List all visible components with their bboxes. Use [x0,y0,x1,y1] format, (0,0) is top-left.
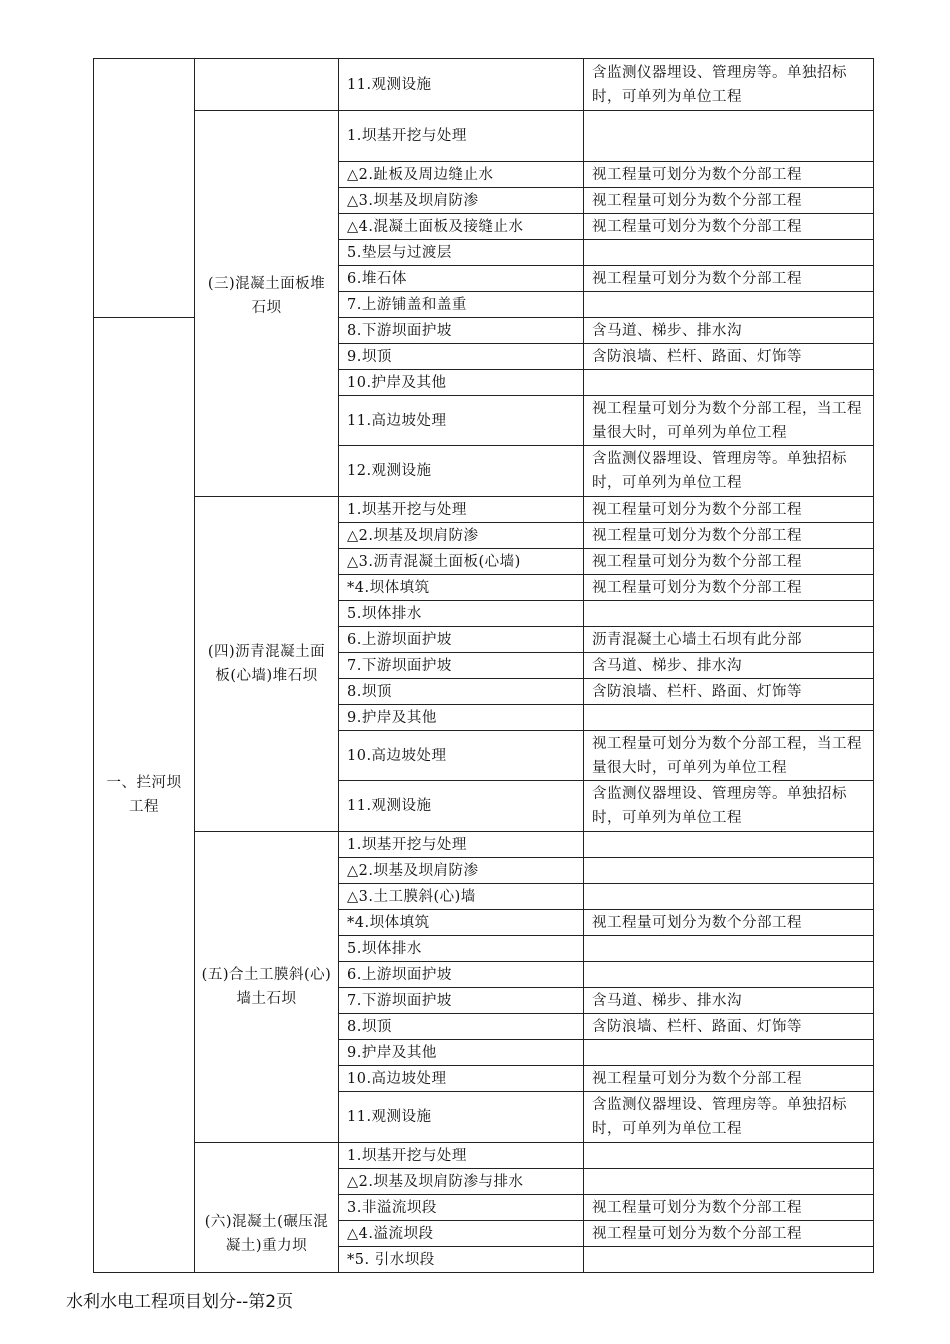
division-item: 9.护岸及其他 [339,1040,584,1066]
division-item: △2.趾板及周边缝止水 [339,162,584,188]
subsection-name [195,59,339,111]
division-note [584,1040,874,1066]
division-note: 视工程量可划分为数个分部工程 [584,188,874,214]
division-item: 11.观测设施 [339,781,584,832]
division-note: 视工程量可划分为数个分部工程，当工程量很大时，可单列为单位工程 [584,731,874,781]
division-note: 视工程量可划分为数个分部工程 [584,497,874,523]
division-note [584,858,874,884]
subsection-name: (四)沥青混凝土面板(心墙)堆石坝 [195,497,339,832]
division-item: 10.护岸及其他 [339,370,584,396]
division-item: 8.下游坝面护坡 [339,318,584,344]
division-item: 6.堆石体 [339,266,584,292]
division-note: 视工程量可划分为数个分部工程 [584,162,874,188]
division-item: 11.观测设施 [339,1092,584,1143]
division-note [584,936,874,962]
division-item: *5. 引水坝段 [339,1247,584,1273]
division-item: △2.坝基及坝肩防渗 [339,858,584,884]
unit-project-name: 一、拦河坝工程 [94,318,195,1273]
division-note: 含监测仪器埋设、管理房等。单独招标时，可单列为单位工程 [584,446,874,497]
division-item: 7.上游铺盖和盖重 [339,292,584,318]
division-item: 6.上游坝面护坡 [339,627,584,653]
division-note [584,832,874,858]
division-item: △4.溢流坝段 [339,1221,584,1247]
table-body [94,59,874,1273]
division-note [584,292,874,318]
division-note: 含监测仪器埋设、管理房等。单独招标时，可单列为单位工程 [584,781,874,832]
division-note: 视工程量可划分为数个分部工程 [584,575,874,601]
table-row [94,497,874,523]
division-note: 视工程量可划分为数个分部工程 [584,549,874,575]
subsection-name: (五)合土工膜斜(心)墙土石坝 [195,832,339,1143]
division-item: 10.高边坡处理 [339,731,584,781]
division-note [584,1247,874,1273]
division-note [584,962,874,988]
table-row [94,59,874,111]
division-note: 视工程量可划分为数个分部工程 [584,910,874,936]
division-note [584,240,874,266]
division-note: 含马道、梯步、排水沟 [584,988,874,1014]
table-row [94,832,874,858]
division-item: △3.沥青混凝土面板(心墙) [339,549,584,575]
subsection-name: (六)混凝土(碾压混凝土)重力坝 [195,1143,339,1273]
division-item: 1.坝基开挖与处理 [339,1143,584,1169]
division-note [584,601,874,627]
division-item: 5.垫层与过渡层 [339,240,584,266]
division-item: *4.坝体填筑 [339,910,584,936]
division-note [584,111,874,162]
division-item: 9.坝顶 [339,344,584,370]
division-item: 6.上游坝面护坡 [339,962,584,988]
division-note: 视工程量可划分为数个分部工程 [584,1221,874,1247]
division-item: 3.非溢流坝段 [339,1195,584,1221]
division-note: 视工程量可划分为数个分部工程 [584,1195,874,1221]
division-item: 10.高边坡处理 [339,1066,584,1092]
division-item: 1.坝基开挖与处理 [339,497,584,523]
division-item: 7.下游坝面护坡 [339,988,584,1014]
division-item: 8.坝顶 [339,1014,584,1040]
division-item: 9.护岸及其他 [339,705,584,731]
division-item: 12.观测设施 [339,446,584,497]
division-note [584,1143,874,1169]
division-note: 含防浪墙、栏杆、路面、灯饰等 [584,1014,874,1040]
division-item: *4.坝体填筑 [339,575,584,601]
division-item: △3.土工膜斜(心)墙 [339,884,584,910]
division-note [584,370,874,396]
division-note [584,705,874,731]
division-note: 含防浪墙、栏杆、路面、灯饰等 [584,344,874,370]
division-note: 含马道、梯步、排水沟 [584,318,874,344]
division-note: 视工程量可划分为数个分部工程 [584,523,874,549]
division-item: 5.坝体排水 [339,936,584,962]
table-row [94,111,874,162]
division-item: 1.坝基开挖与处理 [339,111,584,162]
division-note: 含马道、梯步、排水沟 [584,653,874,679]
table-row [94,1143,874,1169]
division-item: △2.坝基及坝肩防渗与排水 [339,1169,584,1195]
division-note: 视工程量可划分为数个分部工程，当工程量很大时，可单列为单位工程 [584,396,874,446]
division-note: 含监测仪器埋设、管理房等。单独招标时，可单列为单位工程 [584,1092,874,1143]
unit-cell-continued [94,59,195,318]
division-item: △2.坝基及坝肩防渗 [339,523,584,549]
division-table [93,58,874,1273]
division-item: △3.坝基及坝肩防渗 [339,188,584,214]
division-item: 11.观测设施 [339,59,584,111]
division-item: 1.坝基开挖与处理 [339,832,584,858]
division-item: △4.混凝土面板及接缝止水 [339,214,584,240]
division-note: 含防浪墙、栏杆、路面、灯饰等 [584,679,874,705]
division-note [584,1169,874,1195]
division-note: 视工程量可划分为数个分部工程 [584,266,874,292]
division-item: 8.坝顶 [339,679,584,705]
division-item: 7.下游坝面护坡 [339,653,584,679]
division-note: 沥青混凝土心墙土石坝有此分部 [584,627,874,653]
division-note: 视工程量可划分为数个分部工程 [584,214,874,240]
subsection-name: (三)混凝土面板堆石坝 [195,111,339,497]
division-item: 5.坝体排水 [339,601,584,627]
division-note [584,884,874,910]
division-note: 含监测仪器埋设、管理房等。单独招标时，可单列为单位工程 [584,59,874,111]
page-footer: 水利水电工程项目划分--第2页 [66,1292,294,1312]
division-item: 11.高边坡处理 [339,396,584,446]
division-note: 视工程量可划分为数个分部工程 [584,1066,874,1092]
